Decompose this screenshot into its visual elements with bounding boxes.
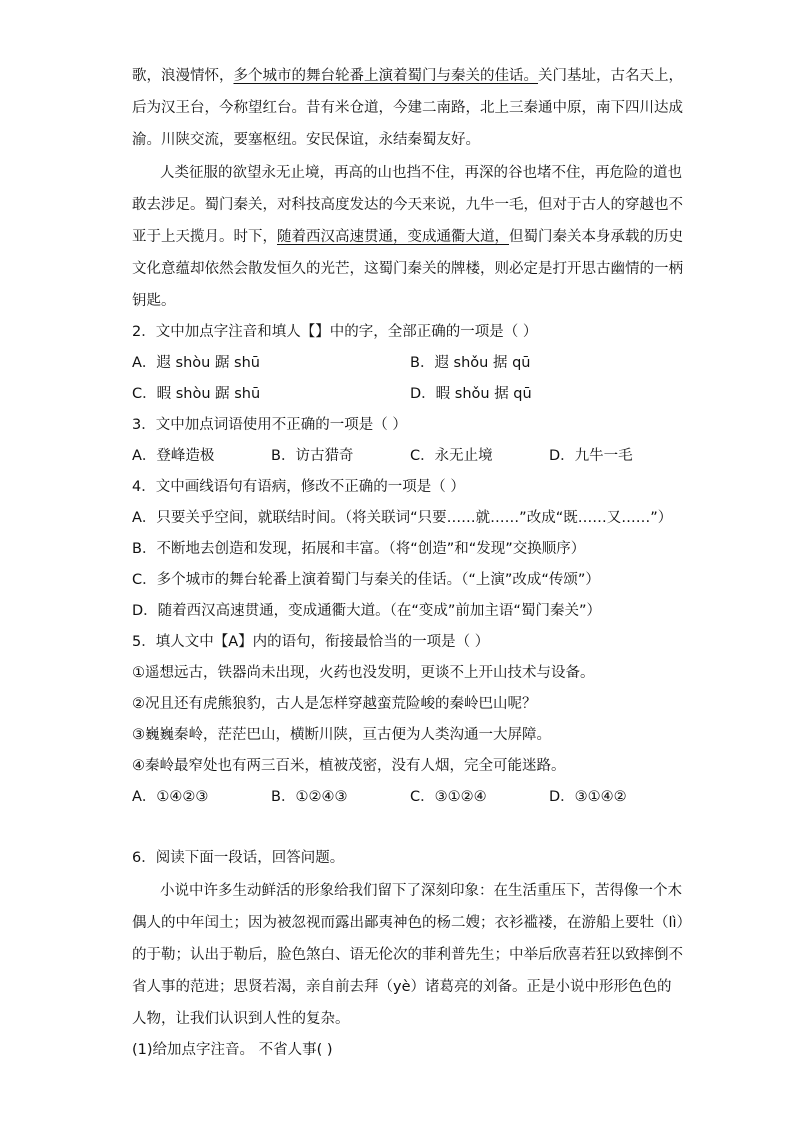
q5-option-b[interactable]: B．①②④③ <box>271 789 348 805</box>
q2-option-b[interactable]: B．遐 shǒu 据 qū <box>410 355 531 371</box>
q2-option-c[interactable]: C．暇 shòu 踞 shū <box>132 386 261 402</box>
q5-sentence-3: ③巍巍秦岭，茫茫巴山，横断川陕，亘古便为人类沟通一大屏障。 <box>132 727 551 743</box>
q5-option-c[interactable]: C．③①②④ <box>410 789 487 805</box>
passage-line-6 <box>132 227 683 247</box>
q6-sub-question-1[interactable]: (1)给加点字注音。 不省人事( ) <box>132 1042 333 1058</box>
q4-option-b[interactable]: B．不断地去创造和发现，拓展和丰富。（将“创造”和“发现”交换顺序） <box>132 541 586 557</box>
passage-text: 但蜀门秦关本身承载的历史 <box>509 229 683 245</box>
passage-line-4: 人类征服的欲望永无止境，再高的山也挡不住，再深的谷也堵不住，再危险的道也 <box>160 165 682 181</box>
q6-passage-line-2: 偶人的中年闰土；因为被忽视而露出鄙夷神色的杨二嫂；衣衫褴褛，在游船上要牡（lì） <box>132 915 692 931</box>
q2-option-a[interactable]: A．遐 shòu 踞 shū <box>132 355 260 371</box>
q4-option-c[interactable]: C．多个城市的舞台轮番上演着蜀门与秦关的佳话。（“上演”改成“传颂”） <box>132 572 600 588</box>
passage-line-2: 后为汉王台，今称望红台。昔有米仓道，今建二南路，北上三秦通中原，南下四川达成 <box>132 100 683 116</box>
q2-option-d[interactable]: D．暇 shǒu 据 qū <box>410 386 532 402</box>
passage-line-8: 钥匙。 <box>132 293 176 309</box>
underlined-sentence: 多个城市的舞台轮番上演着蜀门与秦关的佳话。 <box>233 68 538 84</box>
q5-option-d[interactable]: D．③①④② <box>549 789 627 805</box>
q4-option-a[interactable]: A．只要关乎空间，就联结时间。（将关联词“只要……就……”改成“既……又……”） <box>132 510 673 526</box>
q6-passage-line-5: 人物，让我们认识到人性的复杂。 <box>132 1011 350 1027</box>
q3-option-b[interactable]: B．访古猎奇 <box>271 448 354 464</box>
q3-option-c[interactable]: C．永无止境 <box>410 448 493 464</box>
passage-line-7: 文化意蕴却依然会散发恒久的光芒，这蜀门秦关的牌楼，则必定是打开思古幽情的一柄 <box>132 261 683 277</box>
question-2-stem: 2．文中加点字注音和填人【】中的字，全部正确的一项是（ ） <box>132 324 538 340</box>
underlined-sentence: 随着西汉高速贯通，变成通衢大道， <box>277 229 509 245</box>
passage-line-5: 敢去涉足。蜀门秦关，对科技高度发达的今天来说，九牛一毛，但对于古人的穿越也不 <box>132 197 683 213</box>
question-5-stem: 5．填人文中【A】内的语句，衔接最恰当的一项是（ ） <box>132 634 490 650</box>
q6-passage-line-4: 省人事的范进；思贤若渴，亲自前去拜（yè）诸葛亮的刘备。正是小说中形形色色的 <box>132 979 672 995</box>
q5-sentence-4: ④秦岭最窄处也有两三百米，植被茂密，没有人烟，完全可能迷路。 <box>132 758 566 774</box>
q5-sentence-2: ②况且还有虎熊狼豹，古人是怎样穿越蛮荒险峻的秦岭巴山呢？ <box>132 696 537 712</box>
passage-text: 亚于上天揽月。时下， <box>132 229 277 245</box>
q5-option-a[interactable]: A．①④②③ <box>132 789 209 805</box>
passage-text: 关门基址，古名天上， <box>538 68 683 84</box>
passage-line-1 <box>132 66 683 86</box>
q3-option-a[interactable]: A．登峰造极 <box>132 448 215 464</box>
q4-option-d[interactable]: D．随着西汉高速贯通，变成通衢大道。（在“变成”前加主语“蜀门秦关”） <box>132 603 601 619</box>
passage-text: 歌，浪漫情怀， <box>132 68 234 84</box>
question-3-stem: 3．文中加点词语使用不正确的一项是（ ） <box>132 417 407 433</box>
q5-sentence-1: ①遥想远古，铁器尚未出现，火药也没发明，更谈不上开山技术与设备。 <box>132 665 595 681</box>
question-4-stem: 4．文中画线语句有语病，修改不正确的一项是（ ） <box>132 479 465 495</box>
passage-line-3: 渝。川陕交流，要塞枢纽。安民保谊，永结秦蜀友好。 <box>132 132 480 148</box>
q6-passage-line-3: 的于勒；认出于勒后，脸色煞白、语无伦次的菲利普先生；中举后欣喜若狂以致摔倒不 <box>132 947 683 963</box>
q6-passage-line-1: 小说中许多生动鲜活的形象给我们留下了深刻印象：在生活重压下，苦得像一个木 <box>160 883 682 899</box>
q3-option-d[interactable]: D．九牛一毛 <box>549 448 633 464</box>
question-6-stem: 6．阅读下面一段话，回答问题。 <box>132 850 345 866</box>
